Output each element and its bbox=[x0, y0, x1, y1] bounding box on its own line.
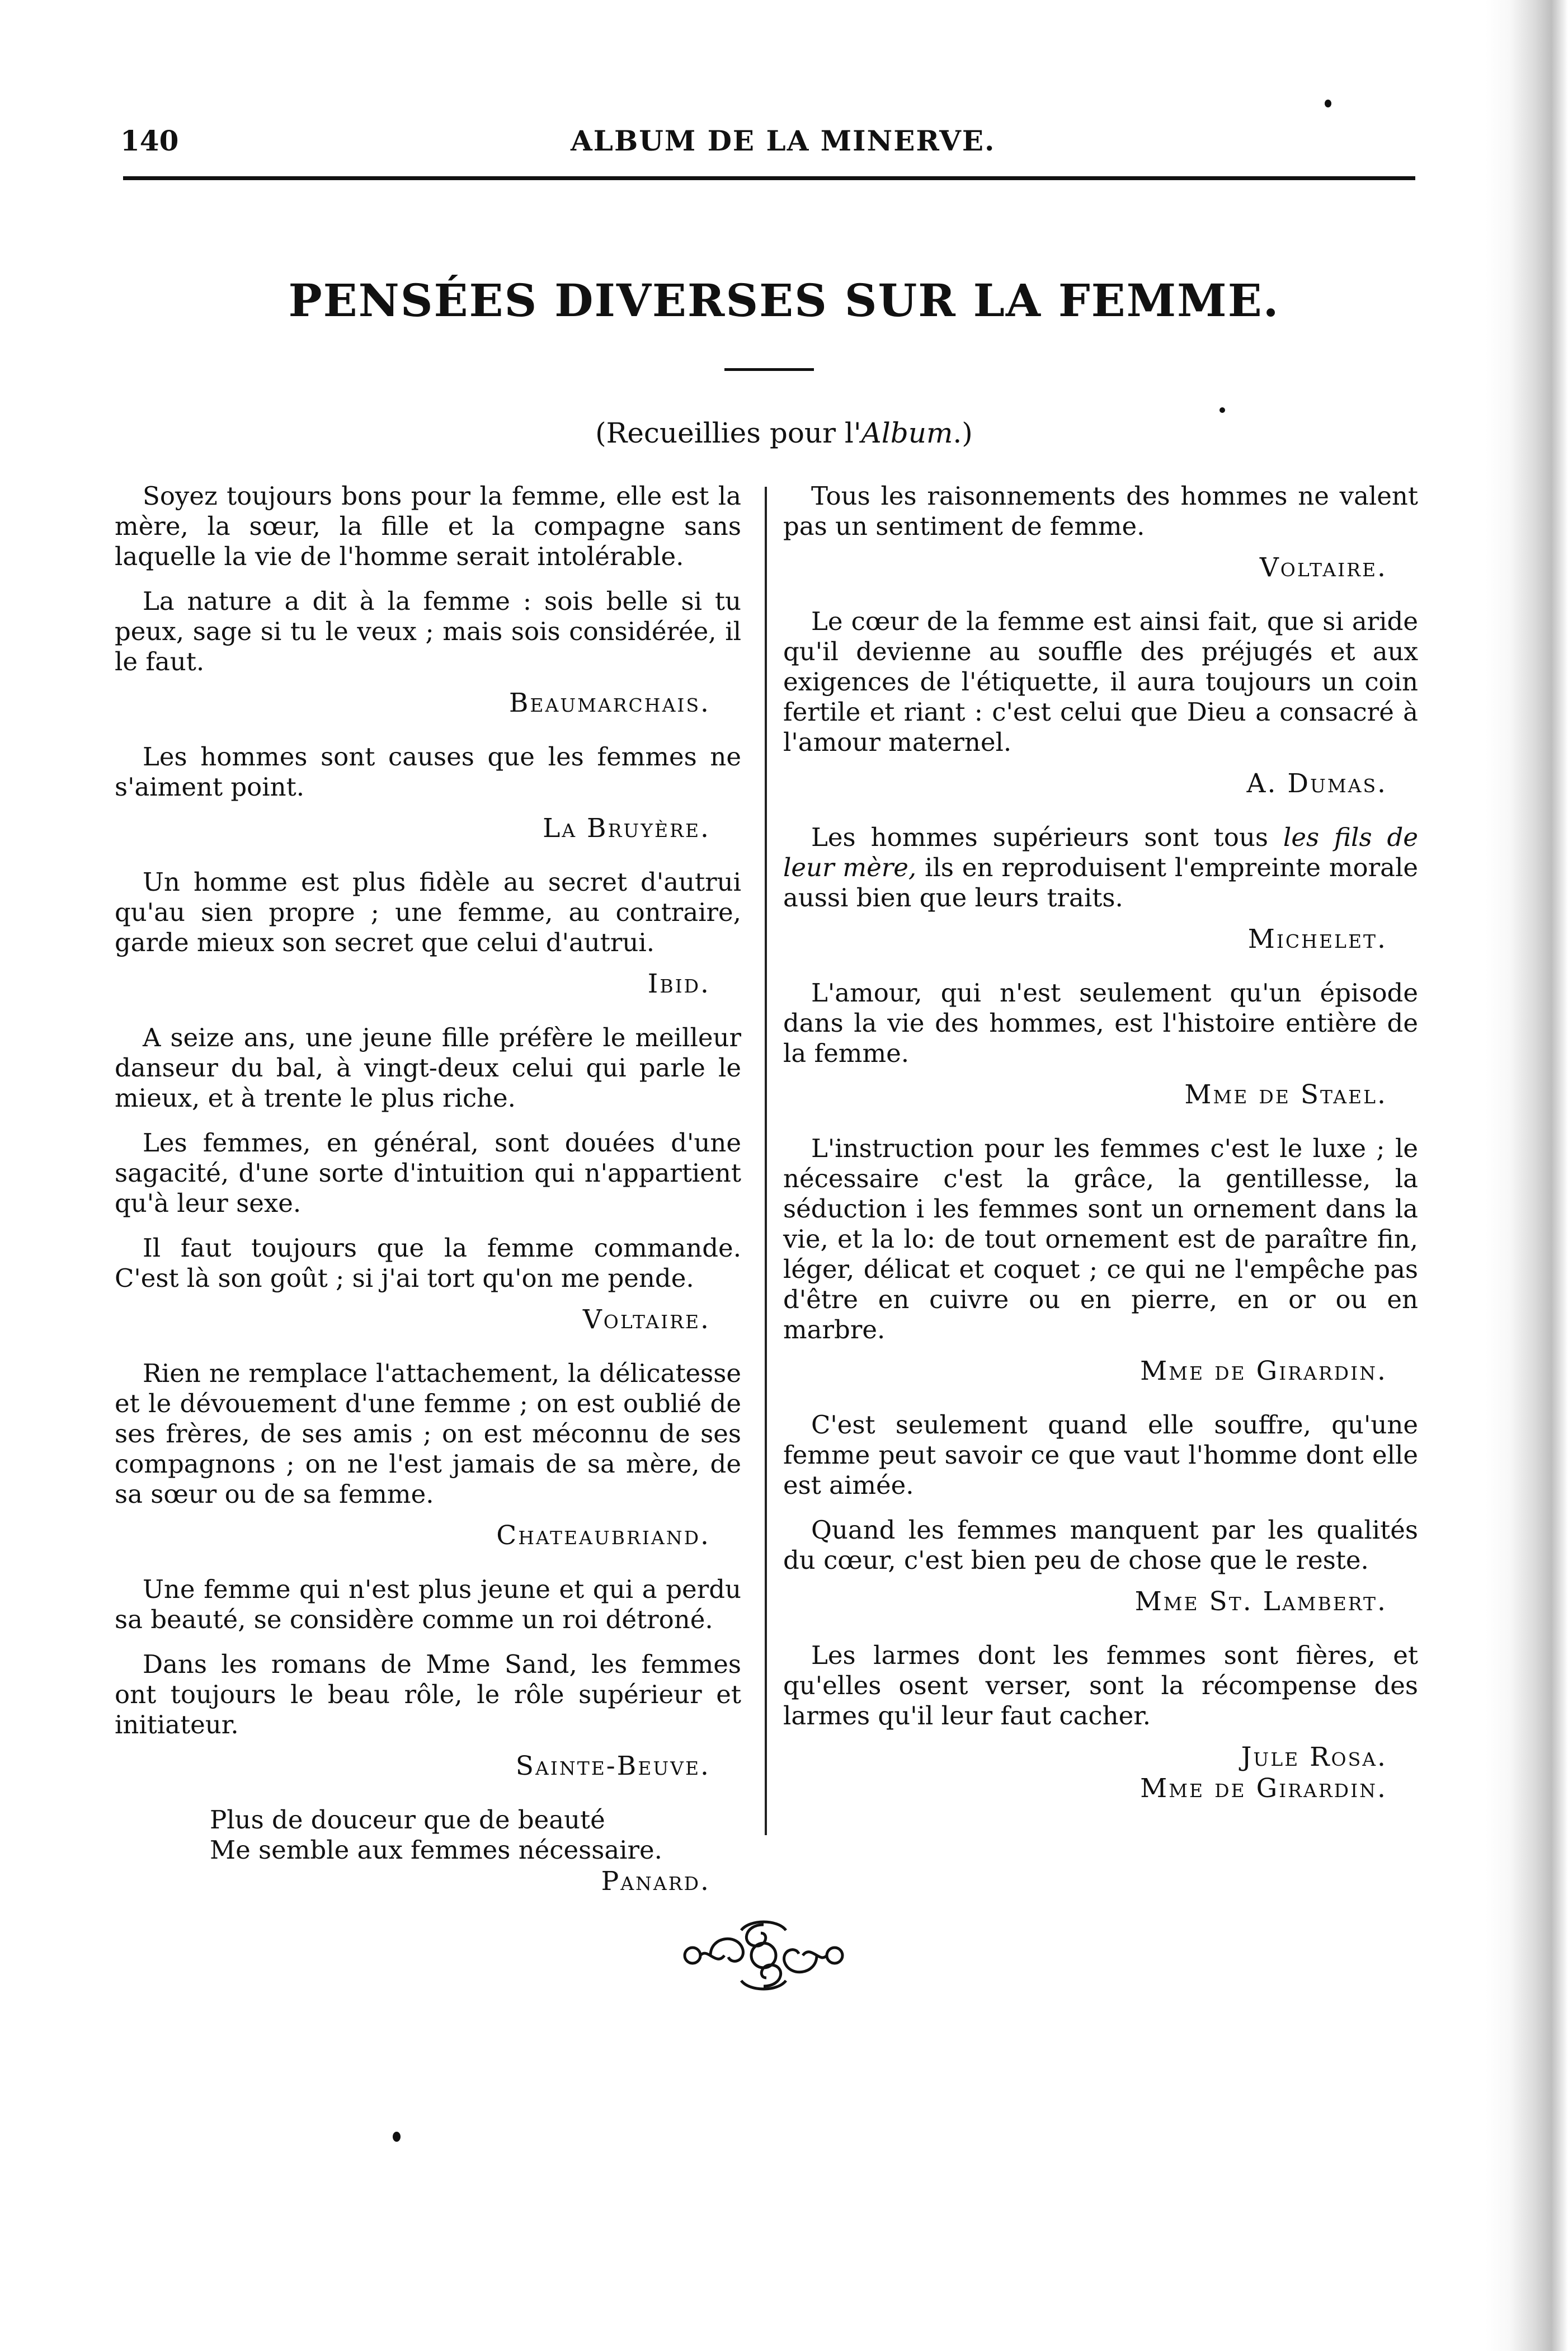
italic-phrase: les fils de leur mère, bbox=[783, 822, 1418, 882]
article-title: PENSÉES DIVERSES SUR LA FEMME. bbox=[288, 274, 1280, 327]
thought-paragraph: Une femme qui n'est plus jeune et qui a perdu sa beauté, se considère comme un roi détroné. bbox=[115, 1574, 741, 1634]
author-attribution: Mme de Stael. bbox=[1184, 1079, 1387, 1110]
thought-paragraph: Dans les romans de Mme Sand, les femmes ont toujours le beau rôle, le rôle supérieur et initiateur. bbox=[115, 1649, 741, 1739]
author-attribution: Beaumarchais. bbox=[508, 688, 710, 718]
right-column bbox=[783, 481, 1418, 1827]
thought-paragraph: Quand les femmes manquent par les qualités du cœur, c'est bien peu de chose que le reste. bbox=[783, 1515, 1418, 1575]
binding-edge-shadow bbox=[1485, 0, 1568, 2351]
verse-line: Plus de douceur que de beauté bbox=[210, 1805, 605, 1835]
thought-paragraph bbox=[783, 822, 1418, 913]
paragraph-text: ils en reproduisent l'empreinte morale aussi bien que leurs traits. bbox=[783, 853, 1418, 913]
verse-quote bbox=[115, 1805, 741, 1865]
paragraph-text: Les hommes supérieurs sont tous bbox=[811, 822, 1283, 852]
author-attribution: Mme de Girardin. bbox=[1140, 1356, 1387, 1386]
author-attribution: Jule Rosa. bbox=[1241, 1742, 1387, 1772]
ink-speck bbox=[1325, 100, 1331, 107]
thought-paragraph: Les femmes, en général, sont douées d'une sagacité, d'une sorte d'intuition qui n'appartient qu'à leur sexe. bbox=[115, 1128, 741, 1218]
ink-speck bbox=[393, 2132, 401, 2142]
thought-paragraph: Les larmes dont les femmes sont fières, et qu'elles osent verser, sont la récompense des larmes qu'il leur faut cacher. bbox=[783, 1640, 1418, 1731]
running-title: ALBUM DE LA MINERVE. bbox=[571, 124, 996, 157]
author-attribution: La Bruyère. bbox=[543, 813, 710, 844]
thought-paragraph: Le cœur de la femme est ainsi fait, que si aride qu'il devienne au souffle des préjugés et aux exigences de l'étiquette, il aura toujours un coin fertile et riant : c'est celui que Dieu a consacré à l'amour maternel. bbox=[783, 606, 1418, 757]
author-attribution: Chateaubriand. bbox=[496, 1520, 710, 1551]
page-number: 140 bbox=[120, 124, 179, 157]
thought-paragraph: A seize ans, une jeune fille préfère le meilleur danseur du bal, à vingt-deux celui qui parle le mieux, et à trente le plus riche. bbox=[115, 1023, 741, 1113]
thought-paragraph: Les hommes sont causes que les femmes ne s'aiment point. bbox=[115, 742, 741, 802]
title-rule bbox=[724, 368, 814, 371]
left-column bbox=[115, 481, 741, 1920]
article-subtitle bbox=[0, 417, 1568, 449]
author-attribution: Mme St. Lambert. bbox=[1134, 1586, 1387, 1617]
author-attribution: Mme de Girardin. bbox=[1140, 1773, 1387, 1804]
verse-line: Me semble aux femmes nécessaire. bbox=[210, 1835, 662, 1865]
author-attribution: Panard. bbox=[601, 1866, 710, 1897]
author-attribution: Sainte-Beuve. bbox=[515, 1751, 710, 1781]
fleuron-ornament-icon bbox=[677, 1913, 850, 1997]
subtitle-suffix: .) bbox=[953, 417, 973, 449]
thought-paragraph: Tous les raisonnements des hommes ne valent pas un sentiment de femme. bbox=[783, 481, 1418, 541]
author-attribution: Ibid. bbox=[647, 968, 710, 999]
thought-paragraph: Un homme est plus fidèle au secret d'autrui qu'au sien propre ; une femme, au contraire, garde mieux son secret que celui d'autrui. bbox=[115, 867, 741, 957]
thought-paragraph: La nature a dit à la femme : sois belle si tu peux, sage si tu le veux ; mais sois considérée, il le faut. bbox=[115, 586, 741, 676]
thought-paragraph: C'est seulement quand elle souffre, qu'une femme peut savoir ce que vaut l'homme dont elle est aimée. bbox=[783, 1410, 1418, 1500]
author-attribution: A. Dumas. bbox=[1246, 768, 1387, 799]
author-attribution: Voltaire. bbox=[1259, 552, 1387, 583]
author-attribution: Michelet. bbox=[1247, 924, 1387, 954]
author-attribution: Voltaire. bbox=[582, 1304, 710, 1335]
thought-paragraph: Rien ne remplace l'attachement, la délicatesse et le dévouement d'une femme ; on est oublié de ses frères, de ses amis ; on est méconnu de ses compagnons ; on ne l'est jamais de sa mère, de sa sœur ou de sa femme. bbox=[115, 1358, 741, 1509]
thought-paragraph: Soyez toujours bons pour la femme, elle est la mère, la sœur, la fille et la compagne sans laquelle la vie de l'homme serait intolérable. bbox=[115, 481, 741, 571]
thought-paragraph: Il faut toujours que la femme commande. C'est là son goût ; si j'ai tort qu'on me pende. bbox=[115, 1233, 741, 1293]
subtitle-italic: Album bbox=[861, 417, 953, 449]
header-rule bbox=[123, 176, 1415, 180]
thought-paragraph: L'amour, qui n'est seulement qu'un épisode dans la vie des hommes, est l'histoire entière de la femme. bbox=[783, 978, 1418, 1068]
thought-paragraph: L'instruction pour les femmes c'est le luxe ; le nécessaire c'est la grâce, la gentillesse, la séduction i les femmes sont un ornement dans la vie, et la lo: de tout ornement est de paraître fin, léger, délicat et coquet ; ce qui ne l'empêche pas d'être en cuivre ou en pierre, en or ou en marbre. bbox=[783, 1134, 1418, 1344]
subtitle-prefix: (Recueillies pour l' bbox=[595, 417, 861, 449]
ink-speck bbox=[1219, 407, 1225, 413]
column-divider bbox=[765, 487, 767, 1835]
